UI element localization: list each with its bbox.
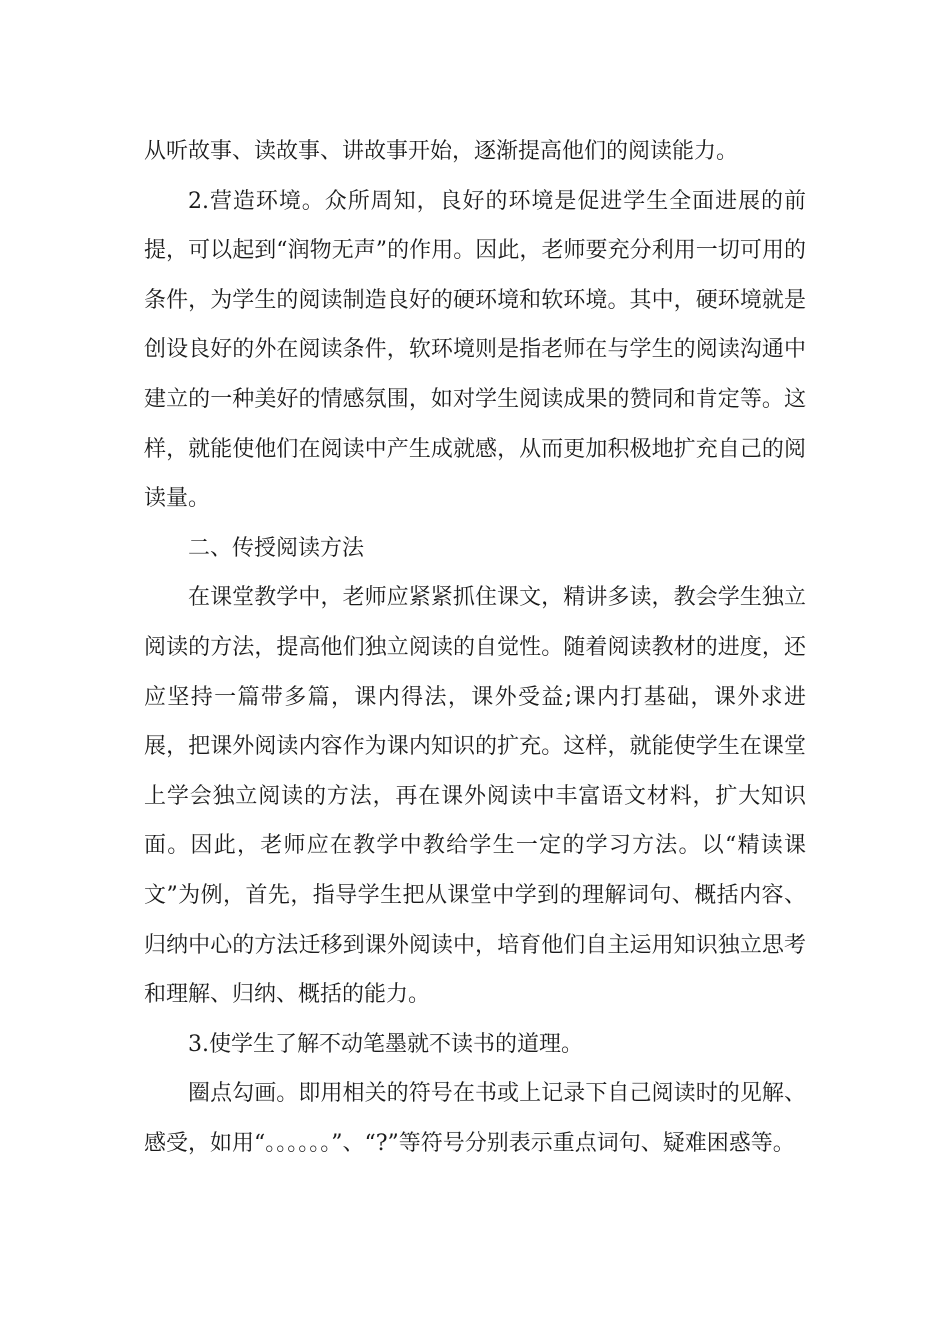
paragraph-create-environment: 2.营造环境。众所周知，良好的环境是促进学生全面进展的前提，可以起到“润物无声”的作用。因此，老师要充分利用一切可用的条件，为学生的阅读制造良好的硬环境和软环境。其中，硬环境就是创设良好的外在阅读条件，软环境则是指老师在与学生的阅读沟通中建立的一种美好的情感氛围，如对学生阅读成果的赞同和肯定等。这样，就能使他们在阅读中产生成就感，从而更加积极地扩充自己的阅读量。 [144, 188, 806, 512]
section-heading-reading-methods: 二、传授阅读方法 [188, 535, 365, 561]
paragraph-pen-and-ink: 3.使学生了解不动笔墨就不读书的道理。 [188, 1031, 583, 1057]
paragraph-annotation: 圈点勾画。即用相关的符号在书或上记录下自己阅读时的见解、感受，如用“。。。。。。”、“?”等符号分别表示重点词句、疑难困惑等。 [144, 1081, 806, 1156]
paragraph-classroom-teaching: 在课堂教学中，老师应紧紧抓住课文，精讲多读，教会学生独立阅读的方法，提高他们独立阅读的自觉性。随着阅读教材的进度，还应坚持一篇带多篇，课内得法，课外受益;课内打基础，课外求进展，把课外阅读内容作为课内知识的扩充。这样，就能使学生在课堂上学会独立阅读的方法，再在课外阅读中丰富语文材料，扩大知识面。因此，老师应在教学中教给学生一定的学习方法。以“精读课文”为例，首先，指导学生把从课堂中学到的理解词句、概括内容、归纳中心的方法迁移到课外阅读中，培育他们自主运用知识独立思考和理解、归纳、概括的能力。 [144, 585, 806, 1008]
paragraph-continuation: 从听故事、读故事、讲故事开始，逐渐提高他们的阅读能力。 [144, 139, 739, 164]
document-body [144, 127, 806, 1168]
